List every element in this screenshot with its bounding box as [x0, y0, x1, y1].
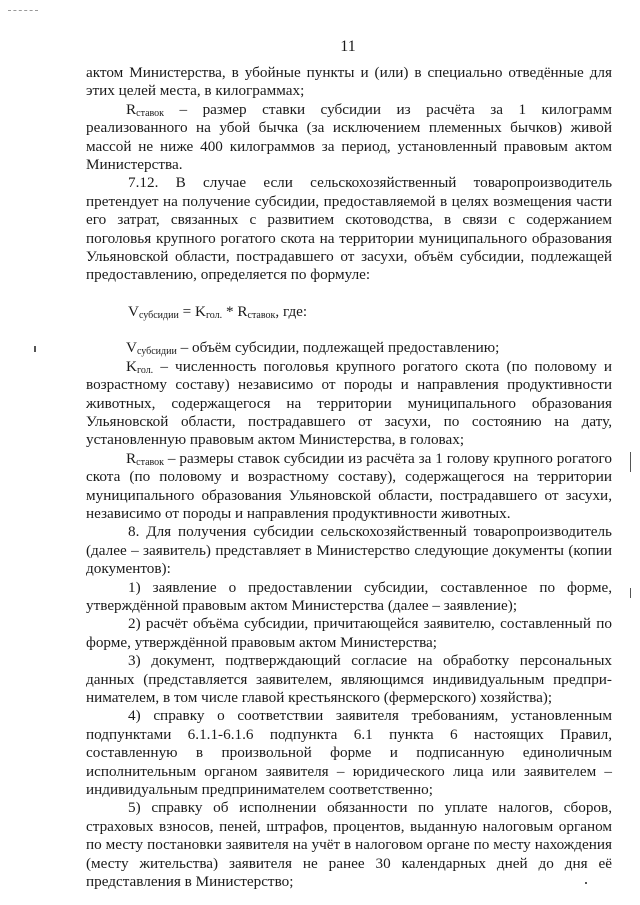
paragraph: актом Министерства, в убойные пункты и (или) в специально отведённые для этих целей места, в килограммах; [86, 64, 612, 100]
page-number: 11 [340, 38, 356, 55]
symbol-subscript: ставок [136, 107, 165, 119]
paragraph-7-12: 7.12. В случае если сельскохозяйственный товаропроизводитель претендует на получение субсидии, предоставляемой в целях возмещения части его затрат, связанных с развитием скотоводства, в связи с содержанием поголовья крупного рогатого скота на территории муниципального образования Ульяновской области, пострадавшего от засухи, объём субсидии, подлежащей предоставлению, определяется по формуле: [86, 174, 612, 284]
scan-mark [630, 452, 631, 472]
paragraph-v-definition: $V_{субсидии}$ – объём субсидии, подлежащей предоставлению; [126, 339, 500, 358]
scan-mark [34, 346, 36, 352]
scan-artifact [8, 10, 38, 13]
paragraph-8: 8. Для получения субсидии сельскохозяйственный товаропроизводитель (далее – заявитель) представляет в Министерство следующие документы (копии документов): [86, 523, 612, 578]
paragraph-k-definition: $K_{гол.}$ – численность поголовья крупного рогатого скота (по половому и возрастному составу) независимо от породы и направления продуктивности животных, содержащегося на территории муниципального образования Ульяновской области, пострадавшего от засухи, по состоянию на дату, установленную правовым актом Министерства, в головах; [86, 357, 612, 449]
symbol-r: R [126, 100, 137, 118]
list-item-5: 5) справку об исполнении обязанности по уплате налогов, сборов, страховых взносов, пеней, штрафов, процентов, выданную налоговым органом по месту постановки заявителя на учёт в налоговом органе по месту нахождения (месту жительства) заявителя не ранее 30 календарных дней до дня её представления в Министерство; [86, 799, 612, 891]
list-item-4: 4) справку о соответствии заявителя требованиям, установленным подпунктами 6.1.1-6.1.6 подпункта 6.1 пункта 6 настоящих Правил, составленную в произвольной форме и подписанную единоличным исполнительным органом заявителя – юридического лица или заявителем – индивидуальным предпринимателем соответственно; [86, 707, 612, 799]
scan-mark [585, 882, 587, 884]
paragraph-r-definition: $R_{ставок}$ – размеры ставок субсидии из расчёта за 1 голову крупного рогатого скота (по половому и возрастному составу), содержащегося на территории муниципального образования Ульяновской области, пострадавшего от засухи, независимо от породы и направления продуктивности животных. [86, 449, 612, 522]
list-item-2: 2) расчёт объёма субсидии, причитающейся заявителю, составленный по форме, утверждённой правовым актом Министерства; [86, 615, 612, 651]
list-item-3: 3) документ, подтверждающий согласие на обработку персональных данных (представляется заявителем, являющимся индивидуальным предпри-нимателем, в том числе главой крестьянского (фермерского) хозяйства); [86, 652, 612, 706]
paragraph-r-stavok-definition: $R_{ставок}$ – размер ставки субсидии из расчёта за 1 килограмм реализованного на убой бычка (за исключением племенных бычков) живой массой не ниже 400 килограммов за период, установленный правовым актом Министерства. [86, 100, 613, 174]
list-item-1: 1) заявление о предоставлении субсидии, составленное по форме, утверждённой правовым актом Министерства (далее – заявление); [86, 578, 612, 614]
formula: $V_{субсидии} = K_{гол.} * R_{ставок}$, где: [128, 302, 308, 321]
scan-mark [630, 588, 631, 598]
definition-text: размер ставки субсидии из расчёта за 1 килограмм реализованного на убой бычка (за исключением племенных бычков) живой массой не ниже 400 килограммов за период, установленный правовым актом Министерства. [86, 100, 613, 174]
document-body [86, 64, 612, 891]
